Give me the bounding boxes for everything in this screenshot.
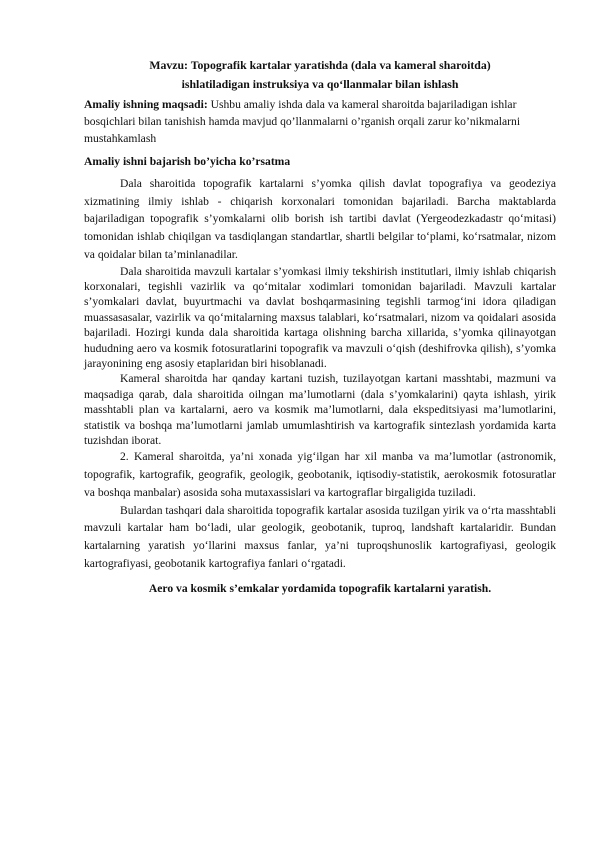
goal-text: Ushbu amaliy ishda dala va kameral sharoitda bajariladigan ishlar bosqichlari bilan tanishish hamda mavjud qo’llanmalarni o’rganish orqali zarur ko’nikmalarni mustahkamlash [84, 98, 521, 145]
body-paragraph-1: Dala sharoitida topografik kartalarni s’yomka qilish davlat topografiya va geodeziya xizmatining ilmiy ishlab - chiqarish korxonalari tomonidan bajariladi. Barcha maktablarda bajariladigan topografik s’yomkalarni olib borish ish tartibi davlat (Yergeodezkadastr qo‘mitasi) tomonidan ishlab chiqilgan va tasdiqlangan standartlar, shartli belgilar to‘plami, ko‘rsatmalar, nizom va qoidalar bilan ta’minlanadilar. [84, 177, 556, 261]
goal-paragraph [84, 96, 556, 147]
section-heading: Amaliy ishni bajarish bo’yicha ko’rsatma [84, 155, 291, 168]
subsection-heading: Aero va kosmik s’emkalar yordamida topografik kartalarni yaratish. [148, 582, 492, 596]
body-paragraph-5: Bulardan tashqari dala sharoitida topografik kartalar asosida tuzilgan yirik va o‘rta masshtabli mavzuli kartalar ham bo‘ladi, ular geologik, geobotanik, tuproq, landshaft kartalaridir. Bundan kartalarning yaratish yo‘llarini maxsus fanlar, ya’ni tuproqshunoslik kartografiyasi, geologik kartografiyasi, geobotanik kartografiya fanlari o‘rgatadi. [84, 503, 556, 570]
body-paragraph-2: Dala sharoitida mavzuli kartalar s’yomkasi ilmiy tekshirish institutlari, ilmiy ishlab chiqarish korxonalari, tegishli vazirlik va qo‘mitalar xodimlari tomonidan bajariladi. Mavzuli kartalar s’yomkalari davlat, buyurtmachi va davlat boshqarmasining tegishli tarmog‘ini idora qiladigan muassasasalar, vazirlik va qo‘mitalarning maxsus talablari, ko‘rsatmalari, nizom va qoidalari asosida bajariladi. Hozirgi kunda dala sharoitida kartaga olishning barcha xillarida, s’yomka qilinayotgan hududning aero va kosmik fotosuratlarini topografik va mavzuli o‘qish (deshifrovka qilish), s’yomka jarayonining eng asosiy etaplaridan biri hisoblanadi. [84, 264, 556, 370]
body-paragraph-4: 2. Kameral sharoitda, ya’ni xonada yig‘ilgan har xil manba va ma’lumotlar (astronomik, topografik, kartografik, geografik, geologik, geobotanik, iqtisodiy-statistik, aerokosmik fotosuratlar va boshqa manbalar) asosida soha mutaxassislari va kartograflar birgaligida tuziladi. [84, 450, 556, 499]
goal-label: Amaliy ishning maqsadi: [84, 98, 208, 111]
title-line-2: ishlatiladigan instruksiya va qo‘llanmalar bilan ishlash [181, 77, 459, 91]
document-title [84, 56, 556, 94]
title-line-1: Mavzu: Topografik kartalar yaratishda (dala va kameral sharoitda) [149, 58, 491, 72]
body-paragraph-3: Kameral sharoitda har qanday kartani tuzish, tuzilayotgan kartani masshtabi, mazmuni va maqsadiga qarab, dala sharoitida oilngan ma’lumotlarni (dala s’yomkalarini) qayta ishlash, yirik masshtabli plan va kartalarni, aero va kosmik ma’lumotlarni, dala ekspeditsiyasi ma’lumotlarini, statistik va boshqa ma’lumotlarni jamlab umumlashtirish va kartografik sintezlash yordamida karta tuzishdan iborat. [84, 372, 556, 447]
